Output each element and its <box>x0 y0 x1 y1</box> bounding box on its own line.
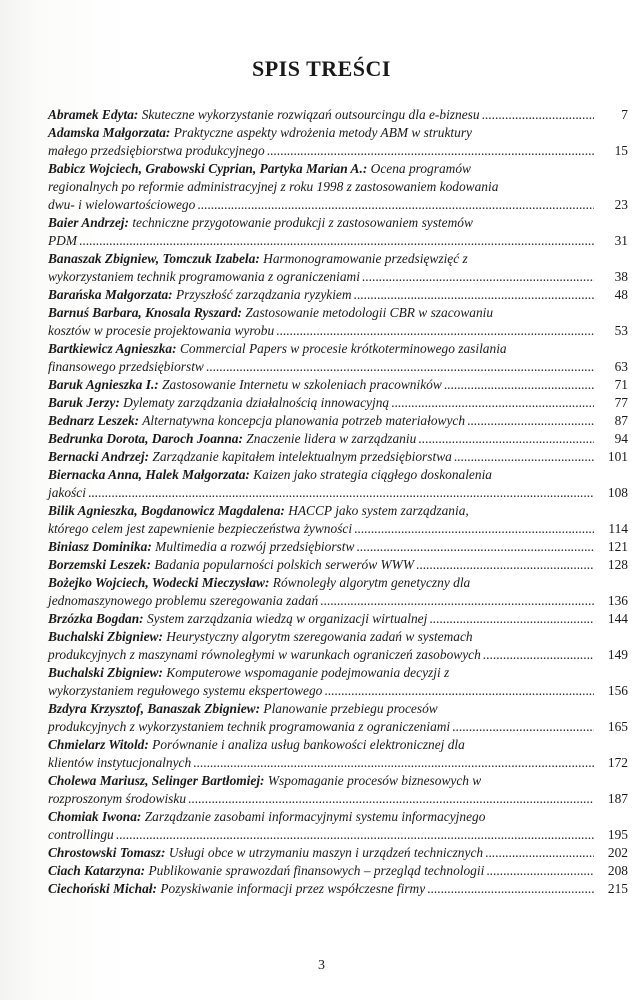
toc-leader-dots <box>354 286 594 304</box>
toc-leader-dots <box>276 322 594 340</box>
toc-entry <box>48 502 628 538</box>
toc-line <box>48 394 628 412</box>
toc-entry-text <box>48 358 204 376</box>
toc-leader-dots <box>354 520 594 538</box>
toc-entry-title: controllingu <box>48 827 114 842</box>
toc-entry-text <box>48 808 485 826</box>
toc-entry <box>48 772 628 808</box>
toc-line <box>48 286 628 304</box>
toc-entry-authors: Bartkiewicz Agnieszka: <box>48 341 177 356</box>
toc-page-number: 215 <box>607 881 628 896</box>
toc-entry-title: PDM <box>48 233 78 248</box>
toc-entry-text <box>48 232 77 250</box>
toc-entry <box>48 286 628 304</box>
toc-entry-text <box>48 718 450 736</box>
toc-line <box>48 484 628 502</box>
toc-entry-title: Wspomaganie procesów biznesowych w <box>264 773 482 788</box>
toc-line <box>48 448 628 466</box>
toc-page-number: 108 <box>607 485 628 500</box>
toc-line <box>48 700 628 718</box>
toc-entry-text <box>48 556 414 574</box>
toc-entry-title: Porównanie i analiza usług bankowości elektronicznej dla <box>148 737 465 752</box>
toc-line <box>48 358 628 376</box>
toc-entry-text <box>48 268 360 286</box>
toc-entry-title: Równoległy algorytm genetyczny dla <box>269 575 471 590</box>
toc-entry-text <box>48 610 427 628</box>
toc-entry-text <box>48 160 471 178</box>
toc-line <box>48 502 628 520</box>
toc-entry-title: Alternatywna koncepcja planowania potrzeb materiałowych <box>139 413 466 428</box>
toc-leader-dots <box>197 196 594 214</box>
toc-line <box>48 124 628 142</box>
toc-entry-authors: Ciach Katarzyna: <box>48 863 146 878</box>
toc-entry-title: Zarządzanie kapitałem intelektualnym przedsiębiorstwa <box>149 449 452 464</box>
toc-entry <box>48 844 628 862</box>
toc-line <box>48 574 628 592</box>
toc-page-number: 101 <box>607 449 628 464</box>
toc-entry-text <box>48 790 186 808</box>
toc-line <box>48 232 628 250</box>
toc-leader-dots <box>320 592 594 610</box>
toc-entry-text <box>48 754 191 772</box>
toc-line <box>48 412 628 430</box>
toc-entry-text <box>48 844 483 862</box>
toc-line <box>48 250 628 268</box>
toc-entry-authors: Babicz Wojciech, Grabowski Cyprian, Partyka Marian A.: <box>48 161 368 176</box>
toc-line <box>48 682 628 700</box>
toc-leader-dots <box>418 430 594 448</box>
toc-page-number: 15 <box>614 143 628 158</box>
toc-entry-text <box>48 394 389 412</box>
toc-entry-authors: Barańska Małgorzata: <box>48 287 173 302</box>
toc-entry-text <box>48 250 468 268</box>
toc-entry <box>48 214 628 250</box>
toc-line <box>48 718 628 736</box>
toc-entry-text <box>48 592 318 610</box>
toc-page-number: 202 <box>607 845 628 860</box>
toc-entry-title: produkcyjnych z wykorzystaniem technik programowania z ograniczeniami <box>48 719 451 734</box>
toc-entry <box>48 160 628 214</box>
toc-entry <box>48 610 628 628</box>
toc-entry-title: którego celem jest zapewnienie bezpieczeństwa żywności <box>48 521 353 536</box>
toc-entry-text <box>48 124 472 142</box>
toc-entry-authors: Buchalski Zbigniew: <box>48 629 163 644</box>
toc-leader-dots <box>452 718 594 736</box>
toc-line <box>48 592 628 610</box>
toc-line <box>48 520 628 538</box>
toc-entry-text <box>48 880 425 898</box>
toc-entry <box>48 448 628 466</box>
toc-entry-authors: Adamska Małgorzata: <box>48 125 171 140</box>
toc-entry <box>48 376 628 394</box>
toc-page-number: 172 <box>607 755 628 770</box>
toc-entry-text <box>48 142 265 160</box>
toc-page-number: 149 <box>607 647 628 662</box>
toc-entry-title: Ocena programów <box>367 161 471 176</box>
toc-entry-title: Kaizen jako strategia ciągłego doskonalenia <box>249 467 492 482</box>
toc-leader-dots <box>427 880 594 898</box>
toc-entry-text <box>48 340 507 358</box>
toc-entry-title: techniczne przygotowanie produkcji z zastosowaniem systemów <box>128 215 473 230</box>
toc-line <box>48 664 628 682</box>
page-number: 3 <box>318 958 325 973</box>
toc-entry-title: produkcyjnych z maszynami równoległymi w warunkach ograniczeń zasobowych <box>48 647 481 662</box>
toc-page-number: 187 <box>607 791 628 806</box>
toc-entry-authors: Bożejko Wojciech, Wodecki Mieczysław: <box>48 575 270 590</box>
toc-entry-authors: Baruk Agnieszka I.: <box>48 377 159 392</box>
toc-entry-title: Harmonogramowanie przedsięwzięć z <box>259 251 468 266</box>
toc-line <box>48 610 628 628</box>
toc-line <box>48 628 628 646</box>
toc-entry-title: Skuteczne wykorzystanie rozwiązań outsourcingu dla e-biznesu <box>138 107 480 122</box>
toc-entry-text <box>48 520 352 538</box>
toc-entry-title: HACCP jako system zarządzania, <box>284 503 469 518</box>
page-title: SPIS TREŚCI <box>252 56 391 81</box>
toc-entry-authors: Bernacki Andrzej: <box>48 449 150 464</box>
toc-leader-dots <box>416 556 594 574</box>
toc-entry-text <box>48 448 452 466</box>
toc-entry-text <box>48 484 86 502</box>
toc-entry <box>48 106 628 124</box>
toc-page-number: 121 <box>607 539 628 554</box>
toc-entry <box>48 808 628 844</box>
toc-entry-title: wykorzystaniem regułowego systemu ekspertowego <box>48 683 323 698</box>
toc-leader-dots <box>486 862 594 880</box>
toc-entry-text <box>48 772 481 790</box>
toc-entry-authors: Chomiak Iwona: <box>48 809 142 824</box>
toc-entry <box>48 394 628 412</box>
toc-entry-title: Znaczenie lidera w zarządzaniu <box>242 431 417 446</box>
toc-line <box>48 772 628 790</box>
toc-entry-text <box>48 430 416 448</box>
toc-line <box>48 754 628 772</box>
toc-entry-text <box>48 376 442 394</box>
toc-entry <box>48 430 628 448</box>
toc-line <box>48 466 628 484</box>
toc-entry-title: jakości <box>48 485 86 500</box>
toc-entry-text <box>48 664 449 682</box>
toc-entry <box>48 538 628 556</box>
toc-entry-text <box>48 682 322 700</box>
toc-entry-authors: Chrostowski Tomasz: <box>48 845 166 860</box>
toc-entry-authors: Bilik Agnieszka, Bogdanowicz Magdalena: <box>48 503 285 518</box>
toc-entry-text <box>48 574 470 592</box>
toc-entry <box>48 412 628 430</box>
toc-page-number: 53 <box>614 323 628 338</box>
toc-line <box>48 160 628 178</box>
toc-leader-dots <box>485 844 594 862</box>
toc-entry-authors: Baier Andrzej: <box>48 215 129 230</box>
toc-entry <box>48 664 628 700</box>
toc-line <box>48 826 628 844</box>
toc-leader-dots <box>482 106 594 124</box>
toc-line <box>48 196 628 214</box>
toc-entry-authors: Cholewa Mariusz, Selinger Bartłomiej: <box>48 773 265 788</box>
toc-line <box>48 430 628 448</box>
toc-entry-title: klientów instytucjonalnych <box>48 755 192 770</box>
toc-entry-authors: Baruk Jerzy: <box>48 395 120 410</box>
toc-page-number: 144 <box>607 611 628 626</box>
toc-entry-authors: Chmielarz Witold: <box>48 737 149 752</box>
toc-entry-text <box>48 502 469 520</box>
toc-entry-text <box>48 304 493 322</box>
toc-entry-title: małego przedsiębiorstwa produkcyjnego <box>48 143 265 158</box>
toc-line <box>48 646 628 664</box>
toc-entry-text <box>48 214 473 232</box>
toc-entry-title: Commercial Papers w procesie krótkoterminowego zasilania <box>176 341 507 356</box>
toc-entry-title: Heurystyczny algorytm szeregowania zadań w systemach <box>162 629 473 644</box>
toc-page-number: 156 <box>607 683 628 698</box>
toc-entry-title: dwu- i wielowartościowego <box>48 197 196 212</box>
toc-entry-title: Usługi obce w utrzymaniu maszyn i urządzeń technicznych <box>165 845 484 860</box>
toc-entry <box>48 466 628 502</box>
toc-leader-dots <box>362 268 594 286</box>
toc-entry-title: Publikowanie sprawozdań finansowych – przegląd technologii <box>145 863 485 878</box>
toc-entry-text <box>48 736 465 754</box>
toc-leader-dots <box>391 394 594 412</box>
toc-entry <box>48 862 628 880</box>
table-of-contents <box>48 106 628 898</box>
toc-page-number: 31 <box>614 233 628 248</box>
toc-line <box>48 862 628 880</box>
toc-entry-title: Zastosowanie Internetu w szkoleniach pracowników <box>158 377 442 392</box>
toc-leader-dots <box>79 232 594 250</box>
toc-entry-text <box>48 646 481 664</box>
toc-page-number: 63 <box>614 359 628 374</box>
toc-page-number: 114 <box>608 521 628 536</box>
toc-line <box>48 844 628 862</box>
toc-entry-text <box>48 286 352 304</box>
toc-entry-text <box>48 862 484 880</box>
toc-entry-text <box>48 178 498 196</box>
toc-leader-dots <box>467 412 594 430</box>
toc-leader-dots <box>444 376 594 394</box>
toc-page-number: 23 <box>614 197 628 212</box>
toc-entry-title: Przyszłość zarządzania ryzykiem <box>172 287 352 302</box>
toc-entry-authors: Bednarz Leszek: <box>48 413 140 428</box>
toc-entry-authors: Bzdyra Krzysztof, Banaszak Zbigniew: <box>48 701 261 716</box>
toc-entry-text <box>48 826 114 844</box>
toc-entry-text <box>48 106 480 124</box>
toc-leader-dots <box>454 448 594 466</box>
toc-entry-title: Dylematy zarządzania działalnością innowacyjną <box>119 395 390 410</box>
toc-line <box>48 538 628 556</box>
toc-leader-dots <box>483 646 594 664</box>
toc-leader-dots <box>193 754 594 772</box>
toc-line <box>48 304 628 322</box>
toc-page-number: 94 <box>614 431 628 446</box>
toc-line <box>48 178 628 196</box>
toc-entry-authors: Buchalski Zbigniew: <box>48 665 163 680</box>
toc-entry-authors: Bedrunka Dorota, Daroch Joanna: <box>48 431 243 446</box>
toc-page-number: 71 <box>614 377 628 392</box>
toc-page-number: 38 <box>614 269 628 284</box>
toc-entry-text <box>48 466 492 484</box>
toc-entry-title: regionalnych po reformie administracyjnej z roku 1998 z zastosowaniem kodowania <box>48 179 499 194</box>
toc-line <box>48 556 628 574</box>
toc-page-number: 128 <box>607 557 628 572</box>
toc-line <box>48 268 628 286</box>
toc-line <box>48 214 628 232</box>
toc-entry-authors: Borzemski Leszek: <box>48 557 152 572</box>
toc-entry-authors: Banaszak Zbigniew, Tomczuk Izabela: <box>48 251 260 266</box>
toc-entry-authors: Abramek Edyta: <box>48 107 139 122</box>
toc-leader-dots <box>267 142 594 160</box>
toc-entry-title: finansowego przedsiębiorstw <box>48 359 204 374</box>
toc-leader-dots <box>206 358 594 376</box>
toc-line <box>48 322 628 340</box>
toc-entry-authors: Biernacka Anna, Halek Małgorzata: <box>48 467 250 482</box>
toc-entry-title: Zarządzanie zasobami informacyjnymi systemu informacyjnego <box>141 809 486 824</box>
toc-leader-dots <box>188 790 594 808</box>
toc-entry <box>48 700 628 736</box>
toc-entry-title: Komputerowe wspomaganie podejmowania decyzji z <box>162 665 450 680</box>
toc-page-number: 195 <box>607 827 628 842</box>
toc-entry-text <box>48 628 473 646</box>
toc-page-number: 165 <box>607 719 628 734</box>
toc-entry <box>48 736 628 772</box>
toc-leader-dots <box>324 682 594 700</box>
toc-entry <box>48 304 628 340</box>
toc-line <box>48 880 628 898</box>
toc-page-number: 7 <box>621 107 628 122</box>
toc-entry-title: Pozyskiwanie informacji przez współczesne firmy <box>157 881 426 896</box>
toc-leader-dots <box>88 484 594 502</box>
toc-line <box>48 106 628 124</box>
toc-page-number: 136 <box>607 593 628 608</box>
toc-line <box>48 142 628 160</box>
toc-leader-dots <box>356 538 594 556</box>
toc-entry-authors: Barnuś Barbara, Knosala Ryszard: <box>48 305 242 320</box>
toc-entry-authors: Brzózka Bogdan: <box>48 611 144 626</box>
toc-entry-title: kosztów w procesie projektowania wyrobu <box>48 323 275 338</box>
toc-entry-text <box>48 322 274 340</box>
toc-page-number: 208 <box>607 863 628 878</box>
toc-entry-title: Multimedia a rozwój przedsiębiorstw <box>151 539 355 554</box>
toc-entry <box>48 628 628 664</box>
toc-entry-title: rozproszonym środowisku <box>48 791 187 806</box>
toc-page-number: 77 <box>614 395 628 410</box>
toc-line <box>48 376 628 394</box>
toc-line <box>48 790 628 808</box>
toc-entry <box>48 556 628 574</box>
toc-entry-authors: Biniasz Dominika: <box>48 539 152 554</box>
toc-entry-title: Praktyczne aspekty wdrożenia metody ABM w struktury <box>170 125 473 140</box>
toc-entry-title: System zarządzania wiedzą w organizacji wirtualnej <box>143 611 428 626</box>
toc-entry-title: Badania popularności polskich serwerów WWW <box>151 557 414 572</box>
toc-leader-dots <box>116 826 594 844</box>
toc-entry <box>48 340 628 376</box>
toc-entry-title: wykorzystaniem technik programowania z ograniczeniami <box>48 269 360 284</box>
toc-entry-text <box>48 538 354 556</box>
toc-line <box>48 808 628 826</box>
toc-entry-text <box>48 196 195 214</box>
toc-page-number: 48 <box>614 287 628 302</box>
toc-entry-text <box>48 412 465 430</box>
toc-entry-title: Zastosowanie metodologii CBR w szacowaniu <box>241 305 494 320</box>
toc-entry <box>48 124 628 160</box>
toc-entry-title: Planowanie przebiegu procesów <box>260 701 438 716</box>
toc-entry-title: jednomaszynowego problemu szeregowania zadań <box>48 593 319 608</box>
toc-entry <box>48 574 628 610</box>
toc-entry <box>48 250 628 286</box>
toc-entry-authors: Ciechoński Michał: <box>48 881 157 896</box>
toc-entry <box>48 880 628 898</box>
toc-line <box>48 736 628 754</box>
toc-line <box>48 340 628 358</box>
toc-leader-dots <box>429 610 594 628</box>
toc-page-number: 87 <box>614 413 628 428</box>
toc-entry-text <box>48 700 438 718</box>
